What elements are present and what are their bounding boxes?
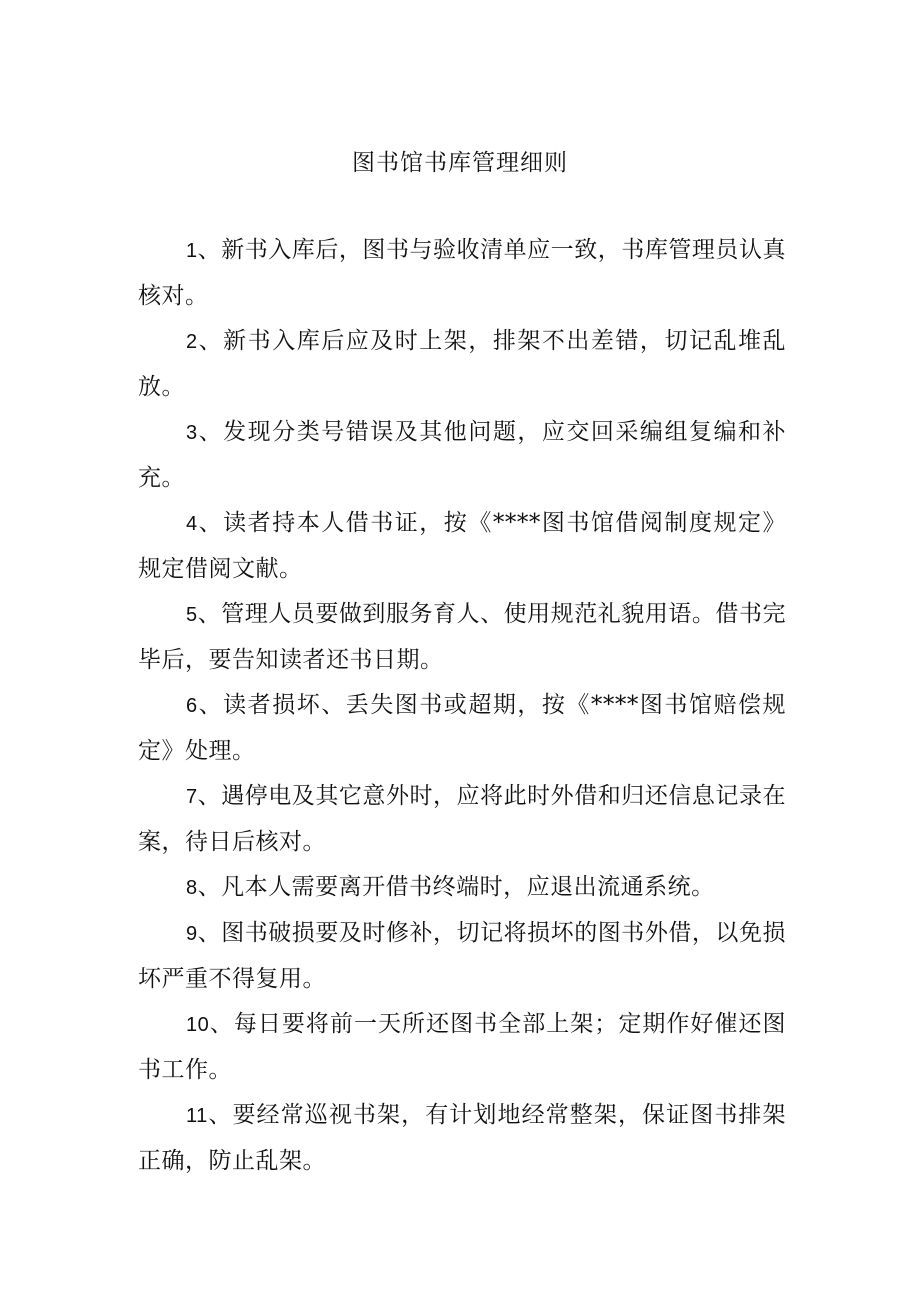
rule-item-5 — [138, 592, 786, 683]
rule-text: 、遇停电及其它意外时，应将此时外借和归还信息记录在案，待日后核对。 — [138, 783, 786, 855]
rule-number: 10 — [186, 1014, 210, 1036]
rule-text: 、要经常巡视书架，有计划地经常整架，保证图书排架正确，防止乱架。 — [138, 1102, 786, 1174]
rule-number: 1 — [186, 240, 198, 262]
rule-text: 、凡本人需要离开借书终端时，应退出流通系统。 — [197, 874, 715, 900]
rule-text: 、管理人员要做到服务育人、使用规范礼貌用语。借书完毕后，要告知读者还书日期。 — [138, 601, 786, 673]
rule-number: 9 — [186, 923, 198, 945]
rule-number: 2 — [186, 331, 198, 353]
rule-item-7 — [138, 774, 786, 865]
rules-list — [138, 228, 786, 1184]
rule-number: 7 — [186, 786, 198, 808]
rule-item-6 — [138, 683, 786, 774]
rule-text: 、读者持本人借书证，按《****图书馆借阅制度规定》规定借阅文献。 — [138, 510, 786, 582]
rule-item-9 — [138, 911, 786, 1002]
rule-text: 、发现分类号错误及其他问题，应交回采编组复编和补充。 — [138, 419, 786, 491]
rule-text: 、读者损坏、丢失图书或超期，按《****图书馆赔偿规定》处理。 — [138, 692, 786, 764]
rule-item-1 — [138, 228, 786, 319]
rule-number: 6 — [186, 695, 198, 717]
rule-item-11 — [138, 1093, 786, 1184]
rule-item-10 — [138, 1002, 786, 1093]
rule-item-8 — [138, 865, 786, 911]
rule-item-3 — [138, 410, 786, 501]
rule-number: 4 — [186, 513, 198, 535]
rule-text: 、新书入库后，图书与验收清单应一致，书库管理员认真核对。 — [138, 237, 786, 309]
document-title: 图书馆书库管理细则 — [352, 150, 568, 176]
rule-number: 5 — [186, 604, 198, 626]
rule-item-2 — [138, 319, 786, 410]
rule-item-4 — [138, 501, 786, 592]
rule-number: 8 — [186, 877, 198, 899]
rule-text: 、图书破损要及时修补，切记将损坏的图书外借，以免损坏严重不得复用。 — [138, 920, 786, 992]
rule-text: 、新书入库后应及时上架，排架不出差错，切记乱堆乱放。 — [138, 328, 786, 400]
rule-number: 3 — [186, 422, 198, 444]
rule-number: 11 — [186, 1105, 208, 1127]
rule-text: 、每日要将前一天所还图书全部上架；定期作好催还图书工作。 — [138, 1011, 786, 1083]
